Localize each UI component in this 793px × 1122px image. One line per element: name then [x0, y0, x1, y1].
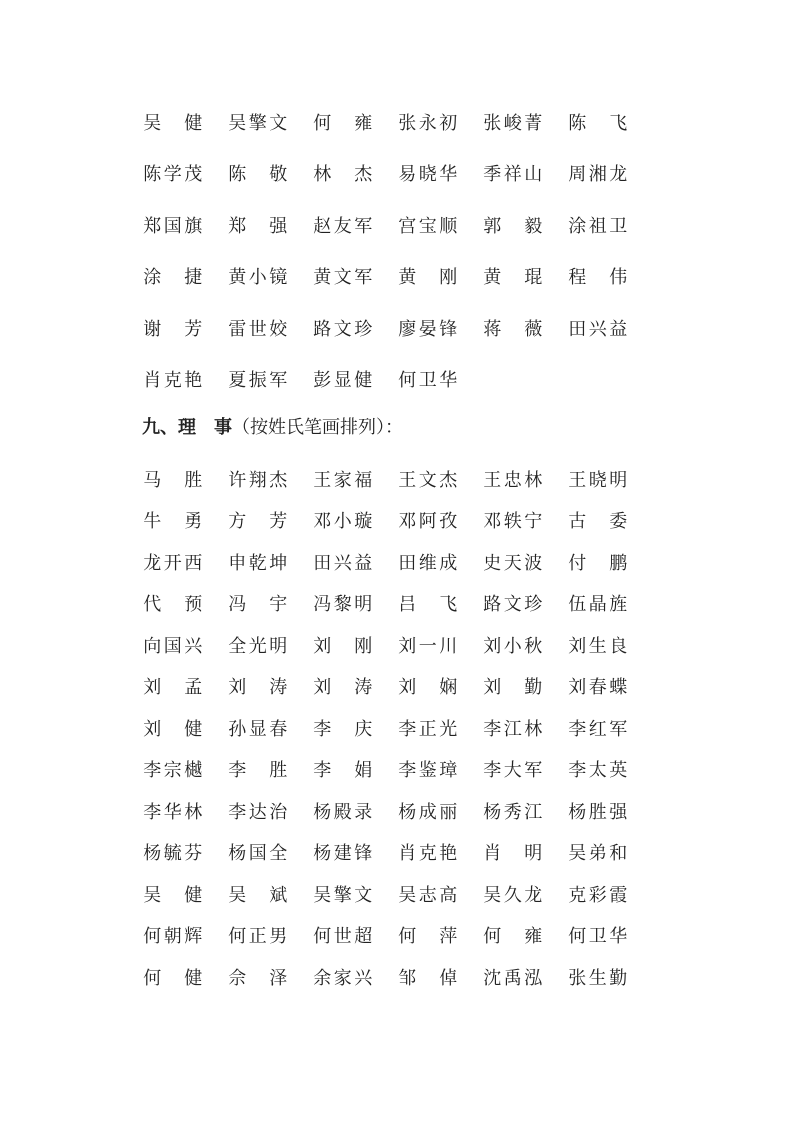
person-name: 何 朝 辉 [143, 926, 203, 948]
person-name: 郑 国 旗 [143, 215, 203, 237]
person-name: 谢 芳 [143, 318, 203, 340]
person-name: 李 娟 [313, 760, 373, 782]
person-name: 马 胜 [143, 469, 203, 491]
person-name: 何 卫 华 [398, 370, 458, 392]
director-row [142, 956, 662, 998]
person-name: 何 世 超 [313, 926, 373, 948]
person-name: 郭 毅 [483, 215, 543, 237]
person-name: 许 翔 杰 [228, 469, 288, 491]
person-name: 黄 文 军 [313, 267, 373, 289]
person-name: 向 国 兴 [143, 635, 203, 657]
person-name: 陈 飞 [568, 112, 628, 134]
person-name: 何 雍 [483, 926, 543, 948]
person-name: 吴 久 龙 [483, 884, 543, 906]
person-name: 杨 建 锋 [313, 843, 373, 865]
person-name: 吴 斌 [228, 884, 288, 906]
person-name: 王 文 杰 [398, 469, 458, 491]
person-name: 何 萍 [398, 926, 458, 948]
director-row [142, 624, 662, 666]
person-name: 郑 强 [228, 215, 288, 237]
person-name: 涂 捷 [143, 267, 203, 289]
person-name: 廖 晏 锋 [398, 318, 458, 340]
person-name: 李 鉴 璋 [398, 760, 458, 782]
director-row [142, 832, 662, 874]
person-name: 杨 胜 强 [568, 801, 628, 823]
person-name: 申 乾 坤 [228, 552, 288, 574]
director-row [142, 707, 662, 749]
person-name: 李 胜 [228, 760, 288, 782]
section-title-char-1: 理 [178, 417, 196, 438]
person-name: 邓 轶 宁 [483, 511, 543, 533]
person-name: 黄 刚 [398, 267, 458, 289]
person-name: 肖 明 [483, 843, 543, 865]
person-name: 刘 健 [143, 718, 203, 740]
person-name: 吴 弟 和 [568, 843, 628, 865]
person-name: 余 家 兴 [313, 967, 373, 989]
person-name: 吴 志 高 [398, 884, 458, 906]
person-name: 邓 阿 孜 [398, 511, 458, 533]
person-name: 克 彩 霞 [568, 884, 628, 906]
person-name: 肖 克 艳 [143, 370, 203, 392]
person-name: 伍 晶 旌 [568, 594, 628, 616]
name-row [142, 354, 662, 406]
person-name: 龙 开 西 [143, 552, 203, 574]
person-name: 季 祥 山 [483, 164, 543, 186]
person-name: 赵 友 军 [313, 215, 373, 237]
person-name: 杨 秀 江 [483, 801, 543, 823]
person-name: 林 杰 [313, 164, 373, 186]
person-name: 杨 国 全 [228, 843, 288, 865]
person-name: 李 达 治 [228, 801, 288, 823]
person-name: 周 湘 龙 [568, 164, 628, 186]
person-name: 夏 振 军 [228, 370, 288, 392]
person-name: 宫 宝 顺 [398, 215, 458, 237]
person-name: 刘 涛 [313, 677, 373, 699]
person-name: 吴 健 [143, 112, 203, 134]
section-note: （按姓氏笔画排列）： [232, 417, 403, 438]
director-row [142, 500, 662, 542]
person-name: 雷 世 姣 [228, 318, 288, 340]
person-name: 刘 涛 [228, 677, 288, 699]
name-row [142, 251, 662, 303]
person-name: 杨 毓 芬 [143, 843, 203, 865]
section-heading [142, 413, 403, 439]
person-name: 李 太 英 [568, 760, 628, 782]
person-name: 刘 一 川 [398, 635, 458, 657]
section-number: 九、 [142, 417, 178, 438]
person-name: 古 委 [568, 511, 628, 533]
person-name: 邹 倬 [398, 967, 458, 989]
person-name: 刘 小 秋 [483, 635, 543, 657]
person-name: 张 生 勤 [568, 967, 628, 989]
person-name: 冯 宇 [228, 594, 288, 616]
director-row [142, 541, 662, 583]
person-name: 刘 春 蝶 [568, 677, 628, 699]
person-name: 路 文 珍 [483, 594, 543, 616]
person-name: 王 家 福 [313, 469, 373, 491]
person-name: 李 宗 樾 [143, 760, 203, 782]
person-name: 佘 泽 [228, 967, 288, 989]
person-name: 冯 黎 明 [313, 594, 373, 616]
person-name: 田 兴 益 [568, 318, 628, 340]
person-name: 刘 娴 [398, 677, 458, 699]
person-name: 吕 飞 [398, 594, 458, 616]
person-name: 史 天 波 [483, 552, 543, 574]
name-row [142, 148, 662, 200]
director-row [142, 790, 662, 832]
person-name: 何 正 男 [228, 926, 288, 948]
person-name: 张 峻 菁 [483, 112, 543, 134]
person-name: 沈 禹 泓 [483, 967, 543, 989]
person-name: 涂 祖 卫 [568, 215, 628, 237]
person-name: 吴 擎 文 [313, 884, 373, 906]
person-name: 李 庆 [313, 718, 373, 740]
director-row [142, 749, 662, 791]
person-name: 刘 生 良 [568, 635, 628, 657]
person-name: 彭 显 健 [313, 370, 373, 392]
person-name: 邓 小 璇 [313, 511, 373, 533]
person-name: 孙 显 春 [228, 718, 288, 740]
person-name: 黄 小 镜 [228, 267, 288, 289]
person-name: 何 雍 [313, 112, 373, 134]
person-name: 杨 成 丽 [398, 801, 458, 823]
section-title-char-2: 事 [214, 417, 232, 438]
person-name: 蒋 薇 [483, 318, 543, 340]
person-name: 付 鹏 [568, 552, 628, 574]
director-row [142, 915, 662, 957]
person-name: 肖 克 艳 [398, 843, 458, 865]
person-name: 李 江 林 [483, 718, 543, 740]
person-name: 何 健 [143, 967, 203, 989]
person-name: 张 永 初 [398, 112, 458, 134]
person-name: 王 晓 明 [568, 469, 628, 491]
name-row [142, 96, 662, 148]
person-name: 陈 敬 [228, 164, 288, 186]
person-name: 李 正 光 [398, 718, 458, 740]
name-row [142, 199, 662, 251]
person-name: 王 忠 林 [483, 469, 543, 491]
person-name: 路 文 珍 [313, 318, 373, 340]
director-name-list [142, 458, 662, 998]
person-name: 何 卫 华 [568, 926, 628, 948]
member-name-list [142, 96, 662, 405]
person-name: 程 伟 [568, 267, 628, 289]
person-name: 刘 孟 [143, 677, 203, 699]
name-row [142, 302, 662, 354]
person-name: 易 晓 华 [398, 164, 458, 186]
person-name: 代 预 [143, 594, 203, 616]
person-name: 李 红 军 [568, 718, 628, 740]
person-name: 全 光 明 [228, 635, 288, 657]
director-row [142, 666, 662, 708]
person-name: 牛 勇 [143, 511, 203, 533]
person-name: 陈 学 茂 [143, 164, 203, 186]
person-name: 刘 勤 [483, 677, 543, 699]
director-row [142, 458, 662, 500]
person-name: 杨 殿 录 [313, 801, 373, 823]
person-name: 吴 健 [143, 884, 203, 906]
person-name: 田 维 成 [398, 552, 458, 574]
person-name: 黄 琨 [483, 267, 543, 289]
director-row [142, 873, 662, 915]
person-name: 田 兴 益 [313, 552, 373, 574]
person-name: 李 大 军 [483, 760, 543, 782]
person-name: 刘 刚 [313, 635, 373, 657]
person-name: 吴 擎 文 [228, 112, 288, 134]
director-row [142, 583, 662, 625]
person-name: 李 华 林 [143, 801, 203, 823]
person-name: 方 芳 [228, 511, 288, 533]
